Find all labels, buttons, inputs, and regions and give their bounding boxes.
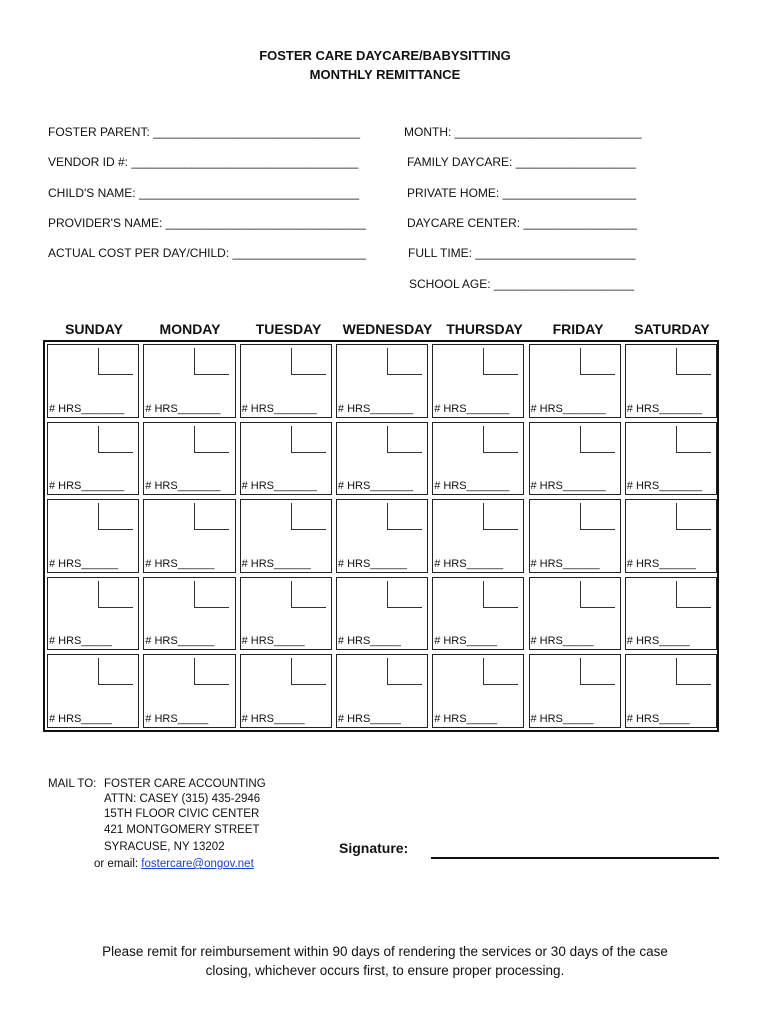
date-entry-box[interactable] <box>98 658 133 685</box>
full-time-field[interactable]: FULL TIME: ________________________ <box>408 246 636 260</box>
calendar-day-cell[interactable] <box>47 422 139 496</box>
date-entry-box[interactable] <box>580 581 615 608</box>
hours-field[interactable]: # HRS_____ <box>530 712 594 725</box>
calendar-day-cell[interactable] <box>529 654 621 728</box>
calendar-day-cell[interactable] <box>47 344 139 418</box>
hours-field[interactable]: # HRS_______ <box>241 402 317 415</box>
date-entry-box[interactable] <box>483 348 518 375</box>
form-title-line-1: FOSTER CARE DAYCARE/BABYSITTING <box>259 48 511 63</box>
day-thursday: THURSDAY <box>446 321 523 337</box>
school-age-field[interactable]: SCHOOL AGE: _____________________ <box>409 277 635 291</box>
calendar-day-cell[interactable] <box>240 577 332 651</box>
calendar-day-cell[interactable] <box>625 344 717 418</box>
foster-parent-field[interactable]: FOSTER PARENT: _______________________________ <box>48 125 361 139</box>
hours-field[interactable]: # HRS_____ <box>434 635 498 648</box>
calendar-day-cell[interactable] <box>432 654 524 728</box>
date-entry-box[interactable] <box>194 581 229 608</box>
calendar-day-cell[interactable] <box>143 577 235 651</box>
hours-field[interactable]: # HRS_____ <box>49 712 112 725</box>
hours-field[interactable]: # HRS_______ <box>337 402 414 415</box>
mail-line-5: SYRACUSE, NY 13202 <box>104 841 225 853</box>
hours-field[interactable]: # HRS_______ <box>49 402 125 415</box>
calendar-day-cell[interactable] <box>336 499 428 573</box>
calendar-day-cell[interactable] <box>336 577 428 651</box>
calendar-day-cell[interactable] <box>143 654 235 728</box>
calendar-day-cell[interactable] <box>240 654 332 728</box>
hours-field[interactable]: # HRS_______ <box>530 480 606 493</box>
date-entry-box[interactable] <box>676 348 711 375</box>
hours-field[interactable]: # HRS______ <box>434 557 504 570</box>
calendar-day-cell[interactable] <box>336 344 428 418</box>
date-entry-box[interactable] <box>483 581 518 608</box>
hours-field[interactable]: # HRS_____ <box>241 712 305 725</box>
date-entry-box[interactable] <box>676 426 711 453</box>
calendar-day-cell[interactable] <box>432 499 524 573</box>
calendar-day-cell[interactable] <box>625 577 717 651</box>
daycare-center-field[interactable]: DAYCARE CENTER: _________________ <box>407 216 637 230</box>
weekday-header <box>44 321 720 341</box>
hours-field[interactable]: # HRS_____ <box>530 635 594 648</box>
calendar-day-cell[interactable] <box>336 654 428 728</box>
signature-line[interactable] <box>431 857 719 859</box>
mail-line-4: 421 MONTGOMERY STREET <box>104 824 260 836</box>
date-entry-box[interactable] <box>387 503 422 530</box>
form-title-line-2: MONTHLY REMITTANCE <box>309 67 461 82</box>
providers-name-field[interactable]: PROVIDER'S NAME: ______________________________ <box>48 216 366 230</box>
hours-field[interactable]: # HRS______ <box>145 635 215 648</box>
hours-field[interactable]: # HRS______ <box>49 557 119 570</box>
childs-name-field[interactable]: CHILD'S NAME: _________________________________ <box>48 186 360 200</box>
hours-field[interactable]: # HRS______ <box>145 557 215 570</box>
email-prefix: or email: <box>94 858 142 870</box>
calendar-day-cell[interactable] <box>625 499 717 573</box>
mail-to-label: MAIL TO: <box>48 778 97 790</box>
calendar-day-cell[interactable] <box>336 422 428 496</box>
mail-line-2: ATTN: CASEY (315) 435-2946 <box>104 793 261 805</box>
day-friday: FRIDAY <box>552 321 604 337</box>
footer-note <box>60 942 710 980</box>
family-daycare-field[interactable]: FAMILY DAYCARE: __________________ <box>407 155 636 169</box>
calendar-day-cell[interactable] <box>47 499 139 573</box>
day-saturday: SATURDAY <box>634 321 710 337</box>
day-sunday: SUNDAY <box>65 321 123 337</box>
calendar-day-cell[interactable] <box>47 577 139 651</box>
calendar-day-cell[interactable] <box>432 577 524 651</box>
date-entry-box[interactable] <box>580 426 615 453</box>
date-entry-box[interactable] <box>291 503 326 530</box>
footer-line-1: Please remit for reimbursement within 90 days of rendering the services or 30 days of the case <box>102 944 668 959</box>
date-entry-box[interactable] <box>676 581 711 608</box>
hours-field[interactable]: # HRS_____ <box>434 712 498 725</box>
calendar-day-cell[interactable] <box>432 344 524 418</box>
hours-field[interactable]: # HRS_______ <box>434 402 510 415</box>
date-entry-box[interactable] <box>291 581 326 608</box>
calendar-day-cell[interactable] <box>529 577 621 651</box>
date-entry-box[interactable] <box>580 503 615 530</box>
date-entry-box[interactable] <box>676 658 711 685</box>
date-entry-box[interactable] <box>387 658 422 685</box>
hours-field[interactable]: # HRS_______ <box>145 402 221 415</box>
calendar-day-cell[interactable] <box>240 422 332 496</box>
actual-cost-field[interactable]: ACTUAL COST PER DAY/CHILD: ____________________ <box>48 246 366 260</box>
date-entry-box[interactable] <box>98 426 133 453</box>
hours-field[interactable]: # HRS_____ <box>337 712 401 725</box>
day-tuesday: TUESDAY <box>255 321 322 337</box>
date-entry-box[interactable] <box>194 426 229 453</box>
date-entry-box[interactable] <box>291 658 326 685</box>
calendar-day-cell[interactable] <box>529 499 621 573</box>
private-home-field[interactable]: PRIVATE HOME: ____________________ <box>407 186 637 200</box>
date-entry-box[interactable] <box>291 426 326 453</box>
hours-field[interactable]: # HRS_______ <box>626 402 703 415</box>
hours-field[interactable]: # HRS_______ <box>337 480 414 493</box>
calendar-day-cell[interactable] <box>47 654 139 728</box>
calendar-day-cell[interactable] <box>240 344 332 418</box>
hours-field[interactable]: # HRS_______ <box>241 480 317 493</box>
calendar-day-cell[interactable] <box>143 422 235 496</box>
calendar-day-cell[interactable] <box>625 422 717 496</box>
vendor-id-field[interactable]: VENDOR ID #: __________________________________ <box>48 155 359 169</box>
month-field[interactable]: MONTH: ____________________________ <box>404 125 642 139</box>
date-entry-box[interactable] <box>291 348 326 375</box>
hours-field[interactable]: # HRS______ <box>530 557 600 570</box>
hours-field[interactable]: # HRS_____ <box>145 712 209 725</box>
date-entry-box[interactable] <box>194 658 229 685</box>
hours-field[interactable]: # HRS_______ <box>530 402 606 415</box>
day-monday: MONDAY <box>159 321 221 337</box>
date-entry-box[interactable] <box>194 503 229 530</box>
hours-field[interactable]: # HRS______ <box>626 557 696 570</box>
calendar-day-cell[interactable] <box>529 344 621 418</box>
footer-line-2: closing, whichever occurs first, to ensure proper processing. <box>205 963 565 978</box>
calendar-day-cell[interactable] <box>143 344 235 418</box>
calendar-day-cell[interactable] <box>529 422 621 496</box>
hours-field[interactable]: # HRS______ <box>337 557 407 570</box>
email-line <box>94 858 254 870</box>
day-wednesday: WEDNESDAY <box>342 321 433 337</box>
hours-field[interactable]: # HRS_______ <box>626 480 703 493</box>
date-entry-box[interactable] <box>387 581 422 608</box>
date-entry-box[interactable] <box>98 348 133 375</box>
signature-label: Signature: <box>339 840 409 856</box>
date-entry-box[interactable] <box>98 581 133 608</box>
hours-field[interactable]: # HRS______ <box>241 557 311 570</box>
date-entry-box[interactable] <box>676 503 711 530</box>
hours-field[interactable]: # HRS_____ <box>626 712 690 725</box>
date-entry-box[interactable] <box>387 348 422 375</box>
date-entry-box[interactable] <box>98 503 133 530</box>
date-entry-box[interactable] <box>194 348 229 375</box>
calendar-day-cell[interactable] <box>432 422 524 496</box>
date-entry-box[interactable] <box>483 503 518 530</box>
date-entry-box[interactable] <box>483 426 518 453</box>
calendar-grid <box>43 340 719 732</box>
date-entry-box[interactable] <box>387 426 422 453</box>
date-entry-box[interactable] <box>580 348 615 375</box>
mail-line-1: FOSTER CARE ACCOUNTING <box>104 778 266 790</box>
hours-field[interactable]: # HRS_______ <box>49 480 125 493</box>
hours-field[interactable]: # HRS_____ <box>337 635 401 648</box>
calendar-day-cell[interactable] <box>240 499 332 573</box>
calendar-day-cell[interactable] <box>625 654 717 728</box>
hours-field[interactable]: # HRS_______ <box>145 480 221 493</box>
hours-field[interactable]: # HRS_____ <box>626 635 690 648</box>
calendar-day-cell[interactable] <box>143 499 235 573</box>
date-entry-box[interactable] <box>483 658 518 685</box>
mail-line-3: 15TH FLOOR CIVIC CENTER <box>104 808 260 820</box>
email-link[interactable]: fostercare@ongov.net <box>141 858 254 870</box>
hours-field[interactable]: # HRS_____ <box>241 635 305 648</box>
hours-field[interactable]: # HRS_______ <box>434 480 510 493</box>
date-entry-box[interactable] <box>580 658 615 685</box>
hours-field[interactable]: # HRS_____ <box>49 635 112 648</box>
